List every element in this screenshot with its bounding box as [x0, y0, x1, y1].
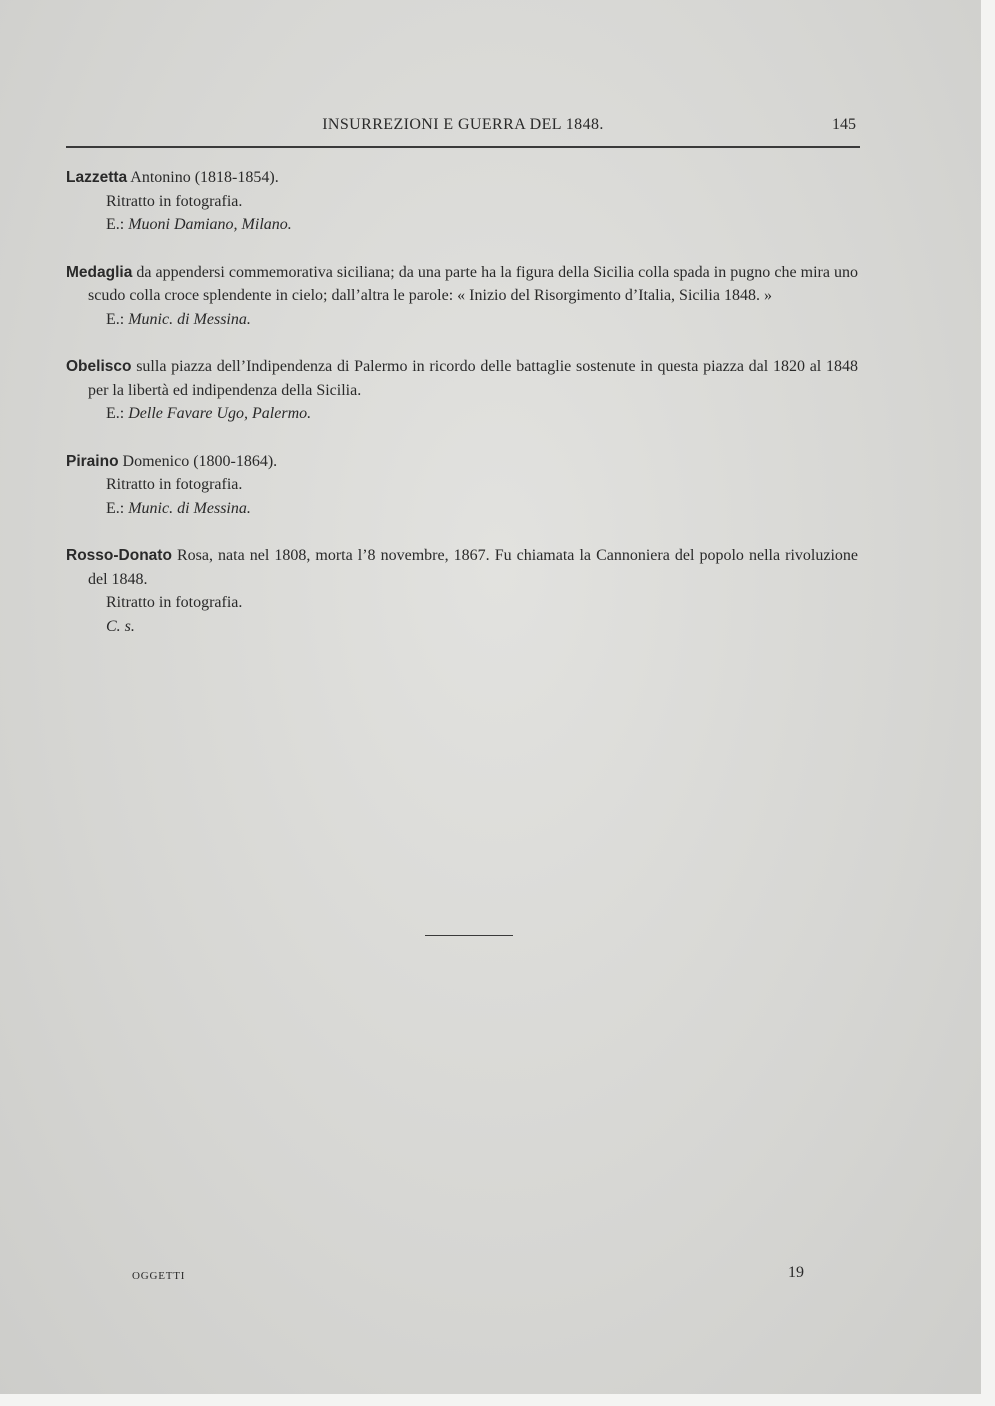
- source-name: Munic. di Messina.: [128, 499, 251, 517]
- entry-note: [66, 473, 858, 497]
- entry-source: [66, 497, 858, 521]
- entry-heading: Rosso-Donato: [66, 547, 172, 564]
- source-prefix: E.:: [106, 405, 129, 422]
- entry-rosso-donato: [66, 544, 858, 638]
- entry-heading: Lazzetta: [66, 169, 128, 186]
- entry-obelisco: [66, 355, 858, 426]
- entry-text: sulla piazza dell’Indipendenza di Palermo in ricordo delle battaglie sostenute in questa piazza dal 1820 al 1848 per la libertà ed indipendenza della Sicilia.: [88, 358, 858, 399]
- entry-text: da appendersi commemorativa siciliana; da una parte ha la figura della Sicilia colla spada in pugno che mira uno scudo colla croce splendente in cielo; dall’altra le parole: « Inizio del Risorgimento d’Italia, Sicilia 1848. »: [88, 263, 858, 304]
- entry-text: Rosa, nata nel 1808, morta l’8 novembre, 1867. Fu chiamata la Cannoniera del popolo nella rivoluzione del 1848.: [88, 547, 858, 588]
- scan-edge-right: [981, 0, 995, 1406]
- entry-heading: Piraino: [66, 452, 119, 470]
- source-prefix: E.:: [106, 310, 129, 328]
- entry-source: [66, 308, 858, 332]
- source-name: Muoni Damiano, Milano.: [128, 216, 292, 233]
- entry-description: [66, 355, 858, 402]
- signature-label: OGGETTI: [132, 1270, 186, 1282]
- page-number: 145: [832, 116, 856, 133]
- source-prefix: E.:: [106, 499, 129, 517]
- entry-note: [66, 190, 858, 214]
- source-name: Delle Favare Ugo, Palermo.: [128, 405, 312, 422]
- entry-description: [66, 544, 858, 591]
- entry-lazzetta: [66, 166, 858, 237]
- note-prefix: Ritratto in fotografia.: [106, 192, 243, 210]
- entry-description: [66, 166, 858, 190]
- entry-description: [66, 261, 858, 308]
- signature-number: 19: [788, 1264, 804, 1281]
- entry-text: Domenico (1800-1864).: [118, 452, 278, 470]
- page-header: [66, 116, 860, 146]
- header-rule: [66, 146, 860, 148]
- scan-edge-bottom: [0, 1394, 995, 1406]
- entry-medaglia: [66, 261, 858, 332]
- source-prefix: E.:: [106, 216, 129, 233]
- entry-heading: Obelisco: [66, 358, 132, 375]
- entry-piraino: [66, 450, 858, 521]
- entry-description: [66, 450, 858, 474]
- source-name: C. s.: [106, 617, 135, 635]
- entry-text: Antonino (1818-1854).: [127, 169, 279, 186]
- entry-source: [66, 213, 858, 237]
- source-name: Munic. di Messina.: [128, 310, 251, 328]
- entry-heading: Medaglia: [66, 263, 133, 281]
- entry-source: [66, 402, 858, 426]
- entry-note: [66, 591, 858, 615]
- entry-list: [66, 166, 858, 662]
- running-head: INSURREZIONI E GUERRA DEL 1848.: [322, 116, 604, 133]
- entry-source: [66, 615, 858, 639]
- section-separator-rule: [425, 935, 513, 936]
- note-prefix: Ritratto in fotografia.: [106, 594, 243, 611]
- note-prefix: Ritratto in fotografia.: [106, 476, 243, 493]
